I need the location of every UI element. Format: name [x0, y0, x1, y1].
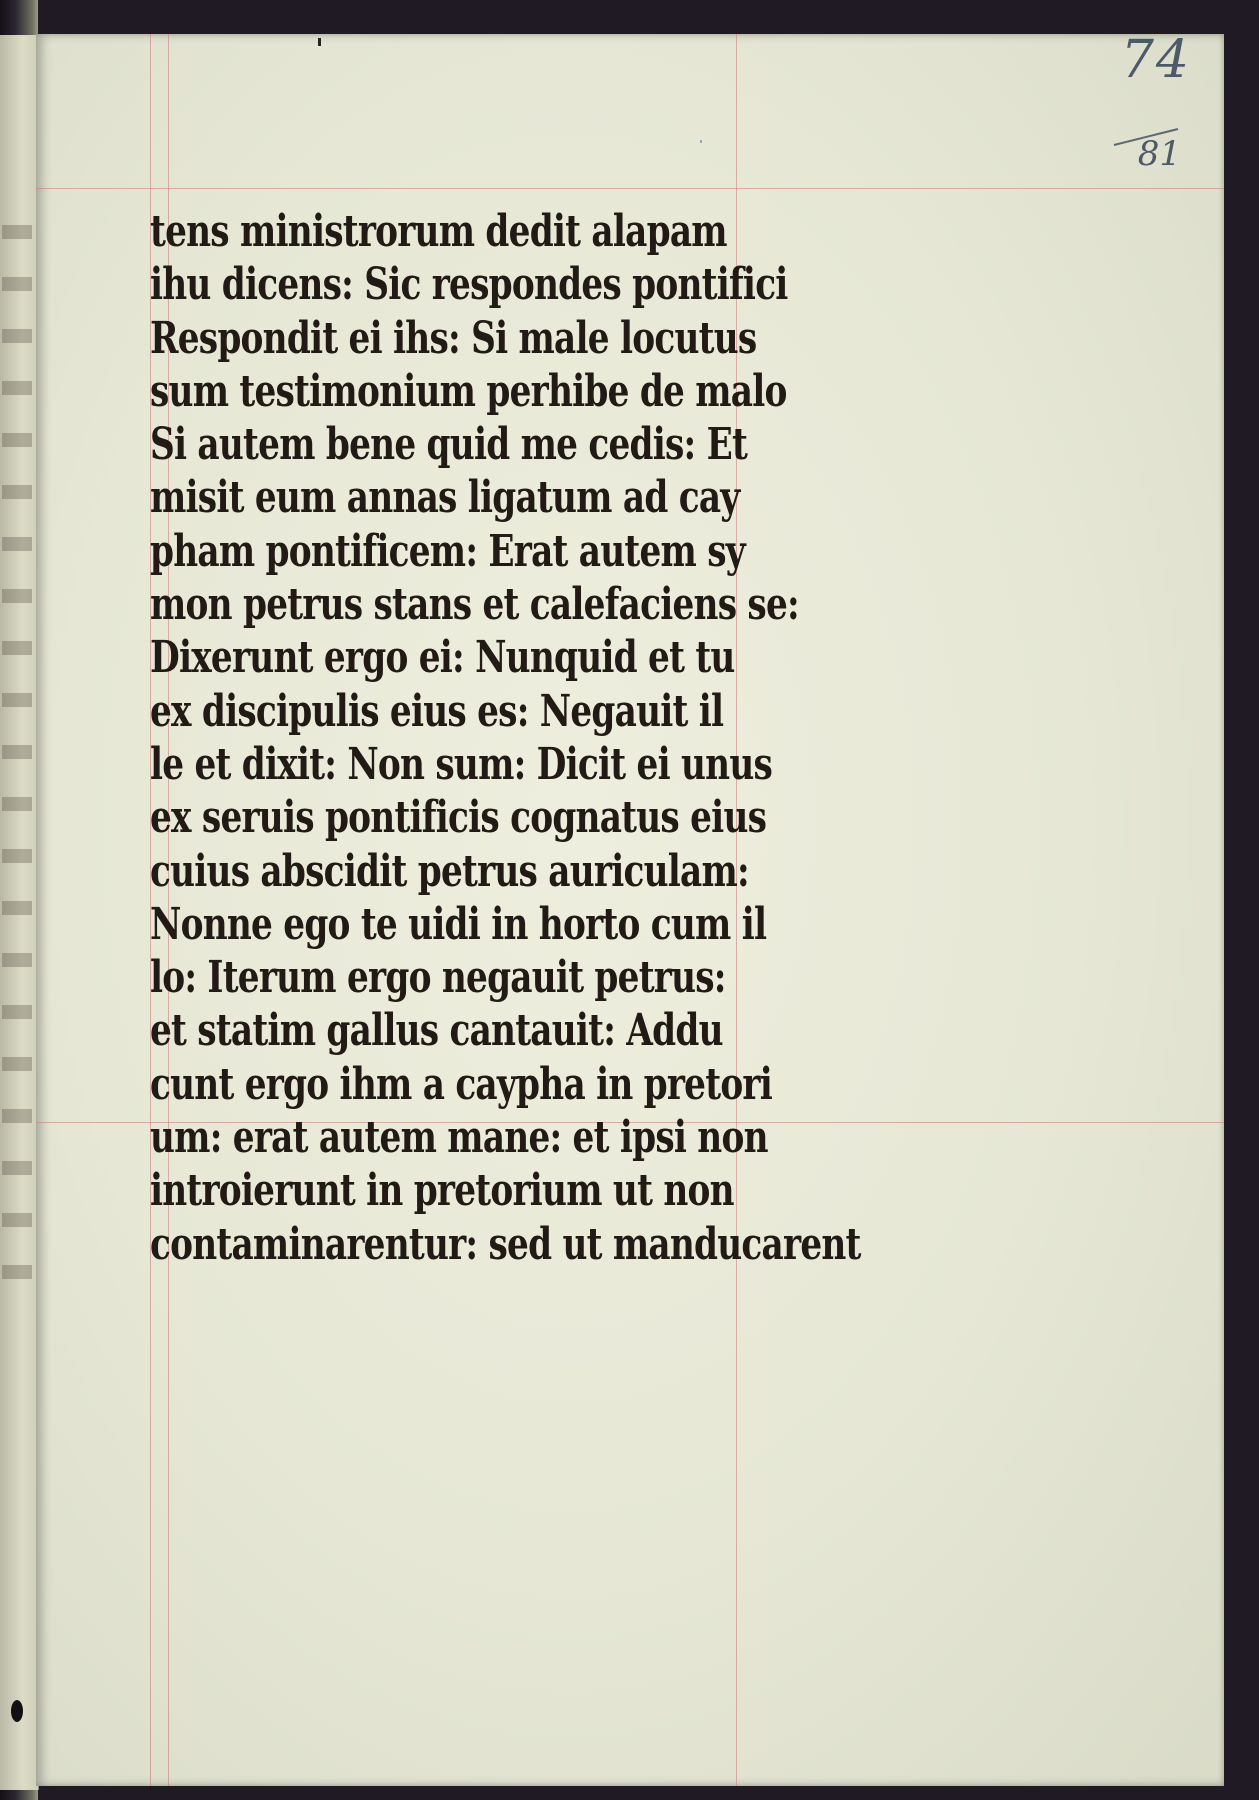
text-line: introierunt in pretorium ut non — [150, 1165, 734, 1217]
text-line: ihu dicens: Sic respondes pontifici — [150, 259, 788, 311]
text-line: pham pontificem: Erat autem sy — [150, 525, 745, 577]
text-line: Nonne ego te uidi in horto cum il — [150, 898, 767, 950]
text-line: cunt ergo ihm a caypha in pretori — [150, 1058, 772, 1110]
text-line: contaminarentur: sed ut manducarent — [150, 1218, 861, 1270]
folio-number: 74 — [1120, 30, 1191, 90]
ink-speck — [318, 38, 321, 46]
text-line: lo: Iterum ergo negauit petrus: — [150, 952, 726, 1004]
text-line: et statim gallus cantauit: Addu — [150, 1005, 723, 1057]
text-line: Si autem bene quid me cedis: Et — [150, 419, 748, 471]
text-line: sum testimonium perhibe de malo — [150, 365, 787, 417]
text-column — [150, 205, 861, 1271]
text-line: Respondit ei ihs: Si male locutus — [150, 312, 757, 364]
text-line: mon petrus stans et calefaciens se: — [150, 579, 799, 631]
ink-blot — [11, 1700, 23, 1722]
text-line: Dixerunt ergo ei: Nunquid et tu — [150, 632, 735, 684]
text-line: cuius abscidit petrus auriculam: — [150, 845, 749, 897]
foliation-mark — [1089, 30, 1199, 180]
text-line: misit eum annas ligatum ad cay — [150, 472, 740, 524]
previous-leaf-edge — [0, 35, 39, 1790]
ink-speck — [700, 140, 702, 143]
ruling-line-top — [36, 188, 1224, 189]
text-line: tens ministrorum dedit alapam — [150, 206, 727, 257]
text-line: le et dixit: Non sum: Dicit ei unus — [150, 738, 773, 790]
previous-leaf-text-edge — [2, 225, 32, 1305]
text-line: um: erat autem mane: et ipsi non — [150, 1112, 768, 1164]
text-line: ex seruis pontificis cognatus eius — [150, 792, 767, 844]
text-line: ex discipulis eius es: Negauit il — [150, 685, 724, 737]
former-folio-number: 81 — [1137, 134, 1181, 174]
